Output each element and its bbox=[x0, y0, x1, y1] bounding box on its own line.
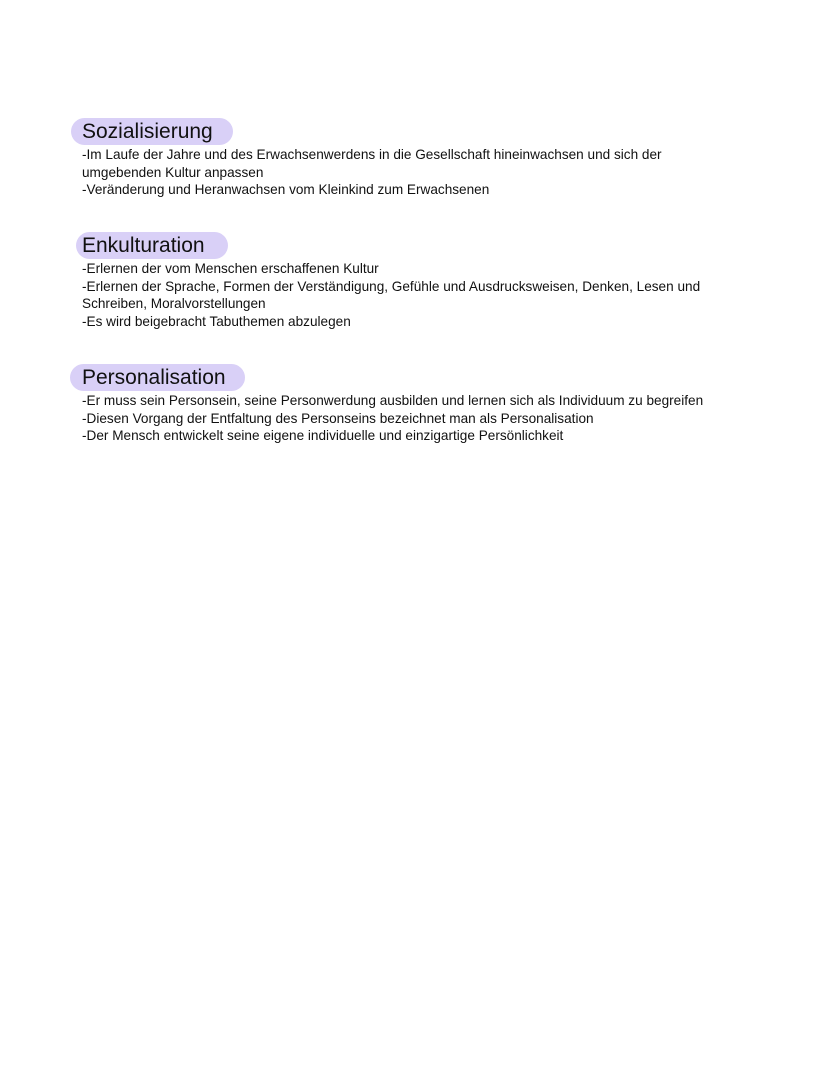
section-lines bbox=[82, 260, 742, 330]
text-line: -Es wird beigebracht Tabuthemen abzulegen bbox=[82, 313, 351, 329]
section-title: Enkulturation bbox=[82, 234, 205, 257]
text-line: -Er muss sein Personsein, seine Personwerdung ausbilden und lernen sich als Individuum zu begreifen bbox=[82, 393, 704, 408]
section-personalisation bbox=[82, 364, 742, 445]
section-title: Personalisation bbox=[82, 366, 226, 389]
text-line: -Im Laufe der Jahre und des Erwachsenwerdens in die Gesellschaft hineinwachsen und sich der umgebenden Kultur anpassen bbox=[82, 147, 662, 180]
text-line: -Diesen Vorgang der Entfaltung des Personseins bezeichnet man als Personalisation bbox=[82, 410, 594, 426]
heading-wrap bbox=[82, 232, 742, 260]
heading-wrap bbox=[82, 118, 742, 146]
section-title: Sozialisierung bbox=[82, 120, 213, 143]
section-lines bbox=[82, 392, 742, 445]
text-line: -Erlernen der vom Menschen erschaffenen Kultur bbox=[82, 261, 379, 276]
section-sozialisierung bbox=[82, 118, 742, 199]
text-line: -Der Mensch entwickelt seine eigene individuelle und einzigartige Persönlichkeit bbox=[82, 428, 564, 443]
text-line: -Erlernen der Sprache, Formen der Verständigung, Gefühle und Ausdrucksweisen, Denken, Lesen und Schreiben, Moralvorstellungen bbox=[82, 278, 701, 311]
text-line: -Veränderung und Heranwachsen vom Kleinkind zum Erwachsenen bbox=[82, 182, 490, 197]
section-enkulturation bbox=[82, 232, 742, 330]
heading-wrap bbox=[82, 364, 742, 392]
section-lines bbox=[82, 146, 742, 199]
